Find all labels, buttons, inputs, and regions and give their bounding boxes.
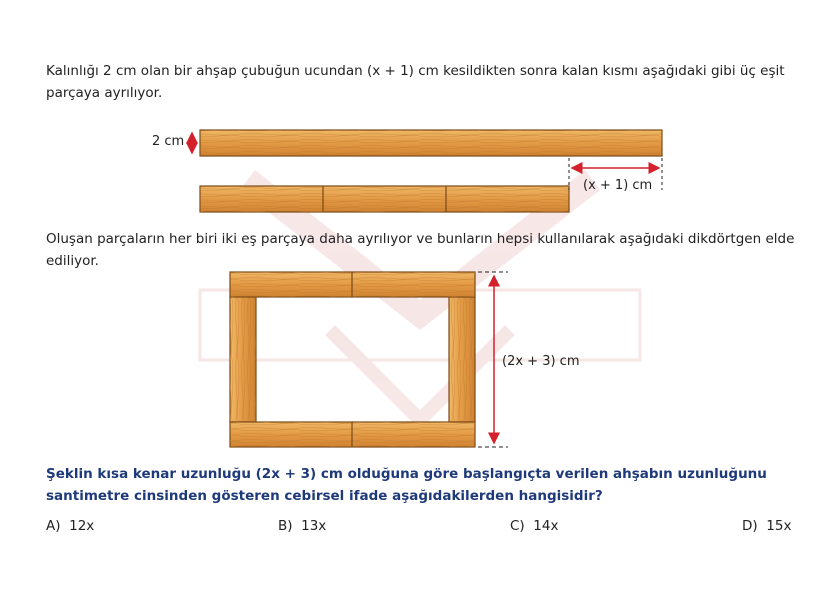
option-a[interactable]	[46, 518, 94, 534]
original-plank	[200, 130, 662, 156]
intro2-text: Oluşan parçaların her biri iki eş parçaya daha ayrılıyor ve bunların hepsi kullanılarak aşağıdaki dikdörtgen elde ediliyor.	[46, 231, 795, 269]
option-d[interactable]	[742, 518, 791, 534]
intro-text: Kalınlığı 2 cm olan bir ahşap çubuğun ucundan (x + 1) cm kesildikten sonra kalan kısmı aşağıdaki gibi üç eşit parçaya ayrılıyor.	[46, 63, 785, 101]
side-label: (2x + 3) cm	[502, 354, 580, 369]
cut-planks	[200, 186, 569, 212]
option-a-letter: A)	[46, 518, 61, 534]
option-a-text: 12x	[69, 518, 95, 534]
question-text: Şeklin kısa kenar uzunluğu (2x + 3) cm olduğuna göre başlangıçta verilen ahşabın uzunluğunu santimetre cinsinden gösteren cebirsel ifade aşağıdakilerden hangisidir?	[46, 466, 767, 504]
option-d-letter: D)	[742, 518, 758, 534]
option-d-text: 15x	[766, 518, 792, 534]
option-b[interactable]	[278, 518, 326, 534]
option-c-letter: C)	[510, 518, 525, 534]
option-c[interactable]	[510, 518, 558, 534]
option-c-text: 14x	[533, 518, 559, 534]
option-b-letter: B)	[278, 518, 293, 534]
option-b-text: 13x	[301, 518, 327, 534]
cut-label: (x + 1) cm	[583, 178, 653, 193]
thickness-label: 2 cm	[152, 134, 185, 149]
